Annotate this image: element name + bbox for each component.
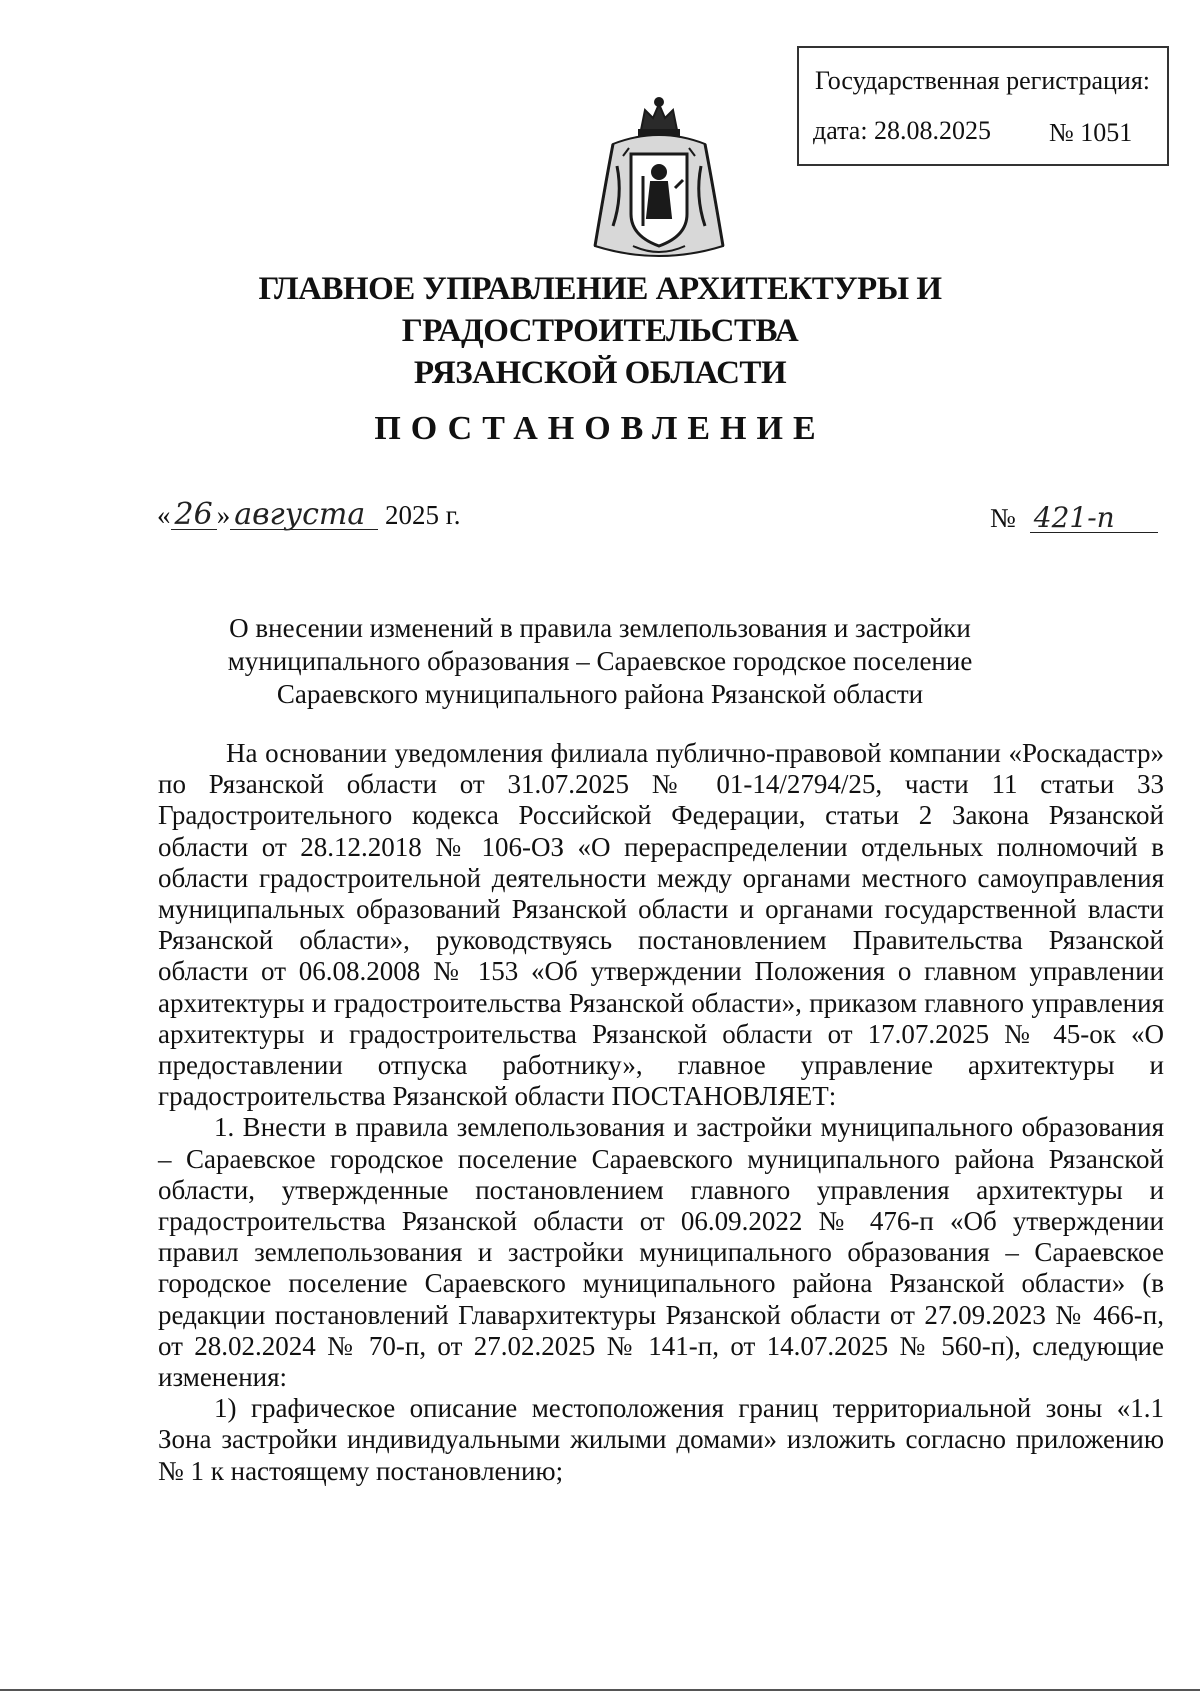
page-bottom-divider: [0, 1689, 1200, 1691]
organization-title: [120, 268, 1080, 394]
date-day-handwritten: 26: [171, 501, 217, 530]
document-body: [158, 738, 1164, 1487]
number-value-handwritten: 421-п: [1030, 504, 1158, 533]
date-open-quote: «: [157, 500, 171, 530]
subject-line1: О внесении изменений в правила землепользования и застройки: [229, 613, 971, 643]
organization-title-line1: ГЛАВНОЕ УПРАВЛЕНИЕ АРХИТЕКТУРЫ И ГРАДОСТРОИТЕЛЬСТВА: [258, 271, 942, 349]
subject-line3: Сараевского муниципального района Рязанской области: [276, 679, 924, 709]
date-close-quote: »: [216, 500, 231, 530]
registration-date: дата: 28.08.2025: [813, 116, 992, 145]
date-month-handwritten: августа: [230, 501, 378, 530]
organization-title-line2: РЯЗАНСКОЙ ОБЛАСТИ: [413, 355, 787, 391]
registration-number: № 1051: [1049, 118, 1133, 147]
coat-of-arms-emblem: [583, 96, 735, 266]
body-item-1: 1. Внести в правила землепользования и застройки муниципального образования – Сараевское городское поселение Сараевского муниципального района Рязанской области, утвержденные постановлением главного управления архитектуры и градостроительства Рязанской области от 06.09.2022 № 476-п «Об утверждении правил землепользования и застройки муниципального образования – Сараевское городское поселение Сараевского муниципального района Рязанской области» (в редакции постановлений Главархитектуры Рязанской области от 27.09.2023 № 466-п, от 28.02.2024 № 70-п, от 27.02.2025 № 141-п, от 14.07.2025 № 560-п), следующие изменения:: [158, 1112, 1164, 1393]
document-type-heading: ПОСТАНОВЛЕНИЕ: [374, 410, 826, 447]
registration-stamp: [797, 46, 1169, 166]
number-label: №: [990, 503, 1016, 533]
registration-title: Государственная регистрация:: [815, 66, 1151, 95]
body-subitem-1: 1) графическое описание местоположения границ территориальной зоны «1.1 Зона застройки индивидуальными жилыми домами» изложить согласно приложению № 1 к настоящему постановлению;: [158, 1393, 1164, 1486]
date-year: 2025 г.: [384, 500, 461, 530]
document-date: [157, 497, 461, 532]
subject-line2: муниципального образования – Сараевское городское поселение: [227, 646, 973, 676]
document-number: [990, 503, 1158, 534]
body-paragraph-preamble: На основании уведомления филиала публично-правовой компании «Роскадастр» по Рязанской области от 31.07.2025 № 01-14/2794/25, части 11 статьи 33 Градостроительного кодекса Российской Федерации, статьи 2 Закона Рязанской области от 28.12.2018 № 106-ОЗ «О перераспределении отдельных полномочий в области градостроительной деятельности между органами местного самоуправления муниципальных образований Рязанской области и органами государственной власти Рязанской области», руководствуясь постановлением Правительства Рязанской области от 06.08.2008 № 153 «Об утверждении Положения о главном управлении архитектуры и градостроительства Рязанской области», приказом главного управления архитектуры и градостроительства Рязанской области от 17.07.2025 № 45-ок «О предоставлении отпуска работнику», главное управление архитектуры и градостроительства Рязанской области ПОСТАНОВЛЯЕТ:: [158, 738, 1164, 1112]
document-subject: [150, 612, 1050, 711]
